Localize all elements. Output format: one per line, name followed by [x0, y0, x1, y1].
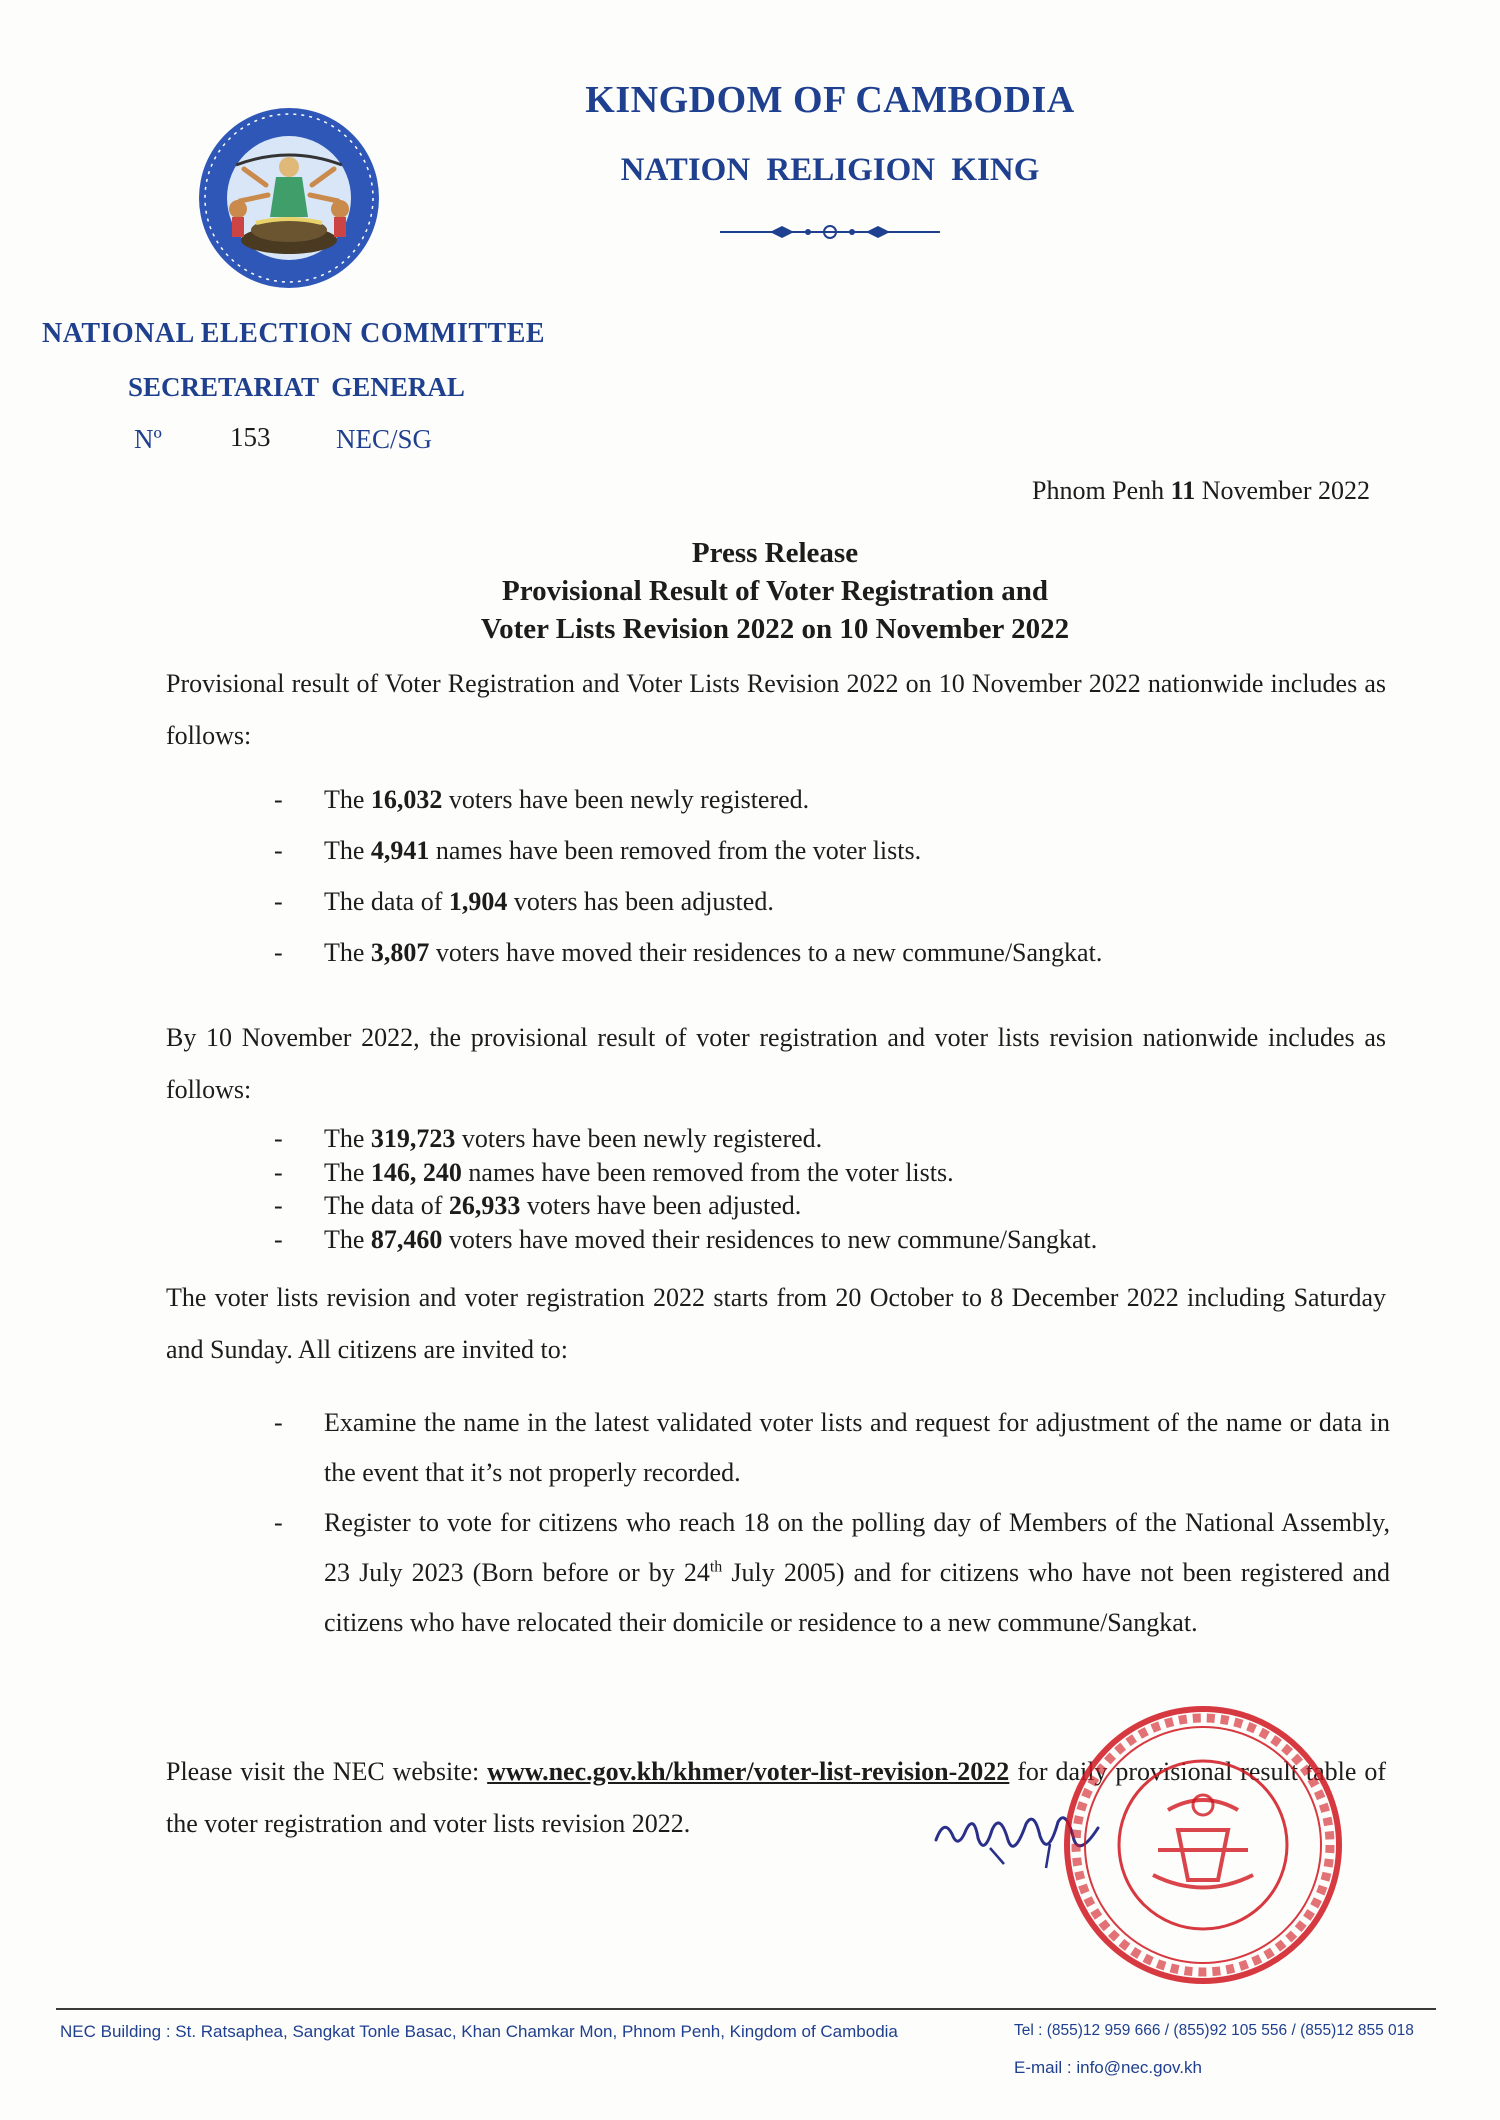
list-item: - The 146, 240 names have been removed from the voter lists.: [274, 1157, 954, 1187]
closing-paragraph: Please visit the NEC website: www.nec.gov.kh/khmer/voter-list-revision-2022 for daily provisional result table of the voter registration and voter lists revision 2022.: [166, 1757, 1386, 1838]
list-item: - The data of 1,904 voters has been adjusted.: [274, 887, 774, 916]
list-item: - The data of 26,933 voters have been adjusted.: [274, 1191, 802, 1220]
title-line-2: Provisional Result of Voter Registration and: [502, 575, 1048, 607]
ornament-divider-icon: [720, 222, 940, 242]
list-item: - The 16,032 voters have been newly registered.: [274, 785, 810, 814]
issue-date: Phnom Penh 11 November 2022: [1031, 476, 1370, 505]
national-motto: NATION RELIGION KING: [620, 152, 1040, 188]
secretariat-name: SECRETARIAT GENERAL: [128, 372, 465, 402]
press-release-title: [300, 534, 1250, 648]
section1-list: [274, 774, 1390, 978]
list-item: - The 319,723 voters have been newly registered.: [274, 1124, 823, 1153]
title-line-1: Press Release: [691, 537, 859, 569]
nec-website-link[interactable]: www.nec.gov.kh/khmer/voter-list-revision-2022: [487, 1757, 1010, 1786]
official-stamp-icon: [1058, 1700, 1348, 1990]
kingdom-title: KINGDOM OF CAMBODIA: [585, 79, 1075, 121]
list-item: - Examine the name in the latest validated voter lists and request for adjustment of the name or data in the event that it’s not properly recorded.: [274, 1408, 1390, 1487]
list-item: - The 4,941 names have been removed from the voter lists.: [274, 836, 922, 865]
footer-telephone: Tel : (855)12 959 666 / (855)92 105 556 / (855)12 855 018: [1014, 2022, 1414, 2039]
section2-intro: By 10 November 2022, the provisional result of voter registration and voter lists revision nationwide includes as follows:: [166, 1023, 1386, 1104]
section1-intro: Provisional result of Voter Registration and Voter Lists Revision 2022 on 10 November 2022 nationwide includes as follows:: [166, 669, 1386, 750]
committee-name: NATIONAL ELECTION COMMITTEE: [42, 318, 546, 349]
section3-intro: The voter lists revision and voter registration 2022 starts from 20 October to 8 December 2022 including Saturday and Sunday. All citizens are invited to:: [166, 1283, 1386, 1364]
nec-emblem-icon: [196, 105, 382, 291]
footer-email: E-mail : info@nec.gov.kh: [1014, 2058, 1202, 2077]
list-item: - Register to vote for citizens who reach 18 on the polling day of Members of the National Assembly, 23 July 2023 (Born before or by 24th July 2005) and for citizens who have not been registered and citizens who have relocated their domicile or residence to a new commune/Sangkat.: [274, 1508, 1390, 1637]
document-code: NEC/SG: [336, 424, 433, 454]
section2-list: [274, 1122, 1390, 1256]
list-item: - The 87,460 voters have moved their residences to new commune/Sangkat.: [274, 1224, 1098, 1254]
footer-address: NEC Building : St. Ratsaphea, Sangkat Tonle Basac, Khan Chamkar Mon, Phnom Penh, Kingdom of Cambodia: [60, 2022, 898, 2041]
document-number-label: Nº: [134, 424, 162, 454]
section3-list: [274, 1398, 1390, 1648]
list-item: - The 3,807 voters have moved their residences to a new commune/Sangkat.: [274, 938, 1103, 967]
title-line-3: Voter Lists Revision 2022 on 10 November 2022: [480, 613, 1070, 645]
document-number: 153: [230, 422, 271, 452]
footer-divider: [56, 2008, 1436, 2010]
